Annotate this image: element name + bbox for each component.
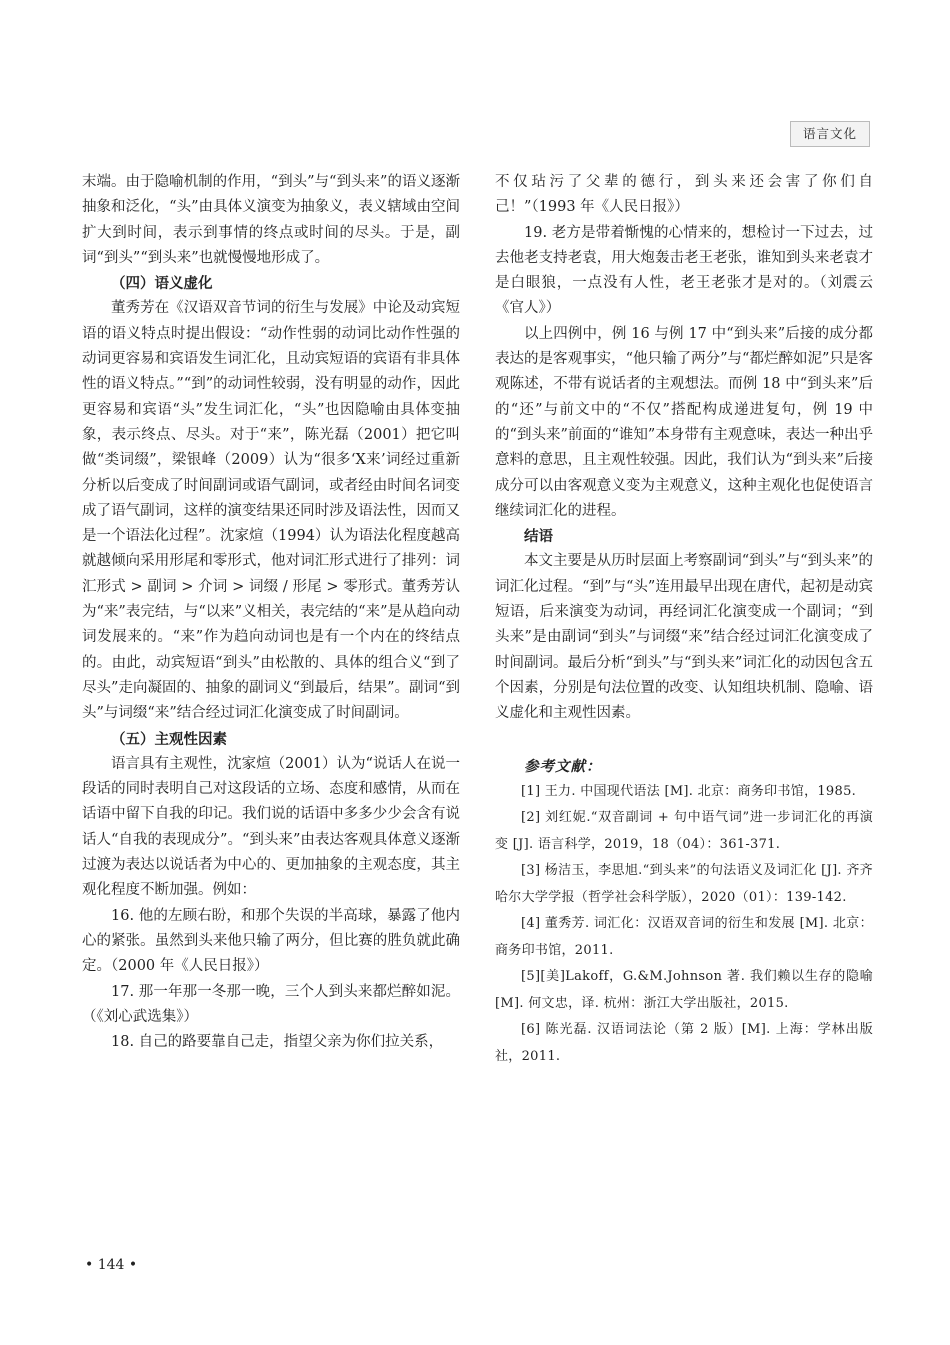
section-tag: 语言文化	[790, 121, 870, 147]
page-number: • 144 •	[85, 1257, 138, 1273]
conclusion-heading: 结语	[524, 528, 553, 546]
example-18-continued: 不仅玷污了父辈的德行，到头来还会害了你们自己！”（1993 年《人民日报》）	[495, 174, 873, 216]
reference-item: [4] 董秀芳. 词汇化：汉语双音词的衍生和发展 [M]. 北京：商务印书馆，2011.	[495, 916, 873, 958]
example-17: 17. 那一年那一冬那一晚，三个人到头来都烂醉如泥。（《刘心武选集》）	[82, 983, 460, 1025]
example-18: 18. 自己的路要靠自己走，指望父亲为你们拉关系，	[111, 1034, 444, 1051]
conclusion-paragraph: 本文主要是从历时层面上考察副词“到头”与“到头来”的词汇化过程。“到”与“头”连用最早出现在唐代，起初是动宾短语，后来演变为动词，再经词汇化演变成一个副词；“到头来”是由副词“到头”与词缀“来”结合经过词汇化演变成了时间副词。最后分析“到头”与“到头来”词汇化的动因包含五个因素，分别是句法位置的改变、认知组块机制、隐喻、语义虚化和主观性因素。	[495, 553, 873, 722]
reference-item: [3] 杨洁玉，李思旭.“到头来”的句法语义及词汇化 [J]. 齐齐哈尔大学学报（哲学社会科学版），2020（01）：139-142.	[495, 863, 873, 905]
left-column	[82, 170, 460, 1055]
section-heading: （五）主观性因素	[111, 730, 227, 748]
references-title: 参考文献：	[524, 757, 602, 775]
section-heading: （四）语义虚化	[111, 275, 213, 293]
example-16: 16. 他的左顾右盼，和那个失误的半高球，暴露了他内心的紧张。虽然到头来他只输了两分，但比赛的胜负就此确定。（2000 年《人民日报》）	[82, 907, 460, 975]
reference-item: [2] 刘红妮.“双音副词 + 句中语气词”进一步词汇化的再演变 [J]. 语言科学，2019，18（04）：361-371.	[495, 810, 873, 852]
reference-item: [6] 陈光磊. 汉语词法论（第 2 版）[M]. 上海：学林出版社，2011.	[495, 1022, 873, 1064]
reference-item: [5][美]Lakoff，G.&M.Johnson 著. 我们赖以生存的隐喻 [M]. 何文忠，译. 杭州：浙江大学出版社，2015.	[495, 969, 873, 1011]
paragraph: 末端。由于隐喻机制的作用，“到头”与“到头来”的语义逐渐抽象和泛化，“头”由具体义演变为抽象义，表义辖域由空间扩大到时间，表示到事情的终点或时间的尽头。于是，副词“到头”“到头来”也就慢慢地形成了。	[82, 174, 460, 266]
example-19: 19. 老方是带着惭愧的心情来的，想检讨一下过去，过去他老支持老袁，用大炮轰击老王老张，谁知到头来老袁才是白眼狼，一点没有人性，老王老张才是对的。（刘震云《官人》）	[495, 224, 873, 317]
paragraph: 语言具有主观性，沈家煊（2001）认为“说话人在说一段话的同时表明自己对这段话的立场、态度和感情，从而在话语中留下自我的印记。我们说的话语中多多少少会含有说话人“自我的表现成分”。“到头来”由表达客观具体意义逐渐过渡为表达以说话者为中心的、更加抽象的主观态度，其主观化程度不断加强。例如：	[82, 755, 460, 899]
paragraph: 以上四例中，例 16 与例 17 中“到头来”后接的成分都表达的是客观事实，“他只输了两分”与“都烂醉如泥”只是客观陈述，不带有说话者的主观想法。而例 18 中“到头来”后的“还”与前文中的“不仅”搭配构成递进复句，例 19 中的“到头来”前面的“谁知”本身带有主观意味，表达一种出乎意料的意思，且主观性较强。因此，我们认为“到头来”后接成分可以由客观意义变为主观意义，这种主观化也促使语言继续词汇化的进程。	[495, 325, 873, 519]
paragraph: 董秀芳在《汉语双音节词的衍生与发展》中论及动宾短语的语义特点时提出假设：“动作性弱的动词比动作性强的动词更容易和宾语发生词汇化，且动宾短语的宾语有非具体性的语义特点。”“到”的动词性较弱，没有明显的动作，因此更容易和宾语“头”发生词汇化，“头”也因隐喻由具体变抽象，表示终点、尽头。对于“来”，陈光磊（2001）把它叫做“类词缀”，梁银峰（2009）认为“很多‘X来’词经过重新分析以后变成了时间副词或语气副词，或者经由时间名词变成了语气副词，这样的演变结果还同时涉及语法性，因而又是一个语法化过程”。沈家煊（1994）认为语法化程度越高就越倾向采用形尾和零形式，他对词汇形式进行了排列：词汇形式 > 副词 > 介词 > 词缀 / 形尾 > 零形式。董秀芳认为“来”表完结，与“以来”义相关，表完结的“来”是从趋向动词发展来的。“来”作为趋向动词也是有一个内在的终结点的。由此，动宾短语“到头”由松散的、具体的组合义“到了尽头”走向凝固的、抽象的副词义“到最后，结果”。副词“到头”与词缀“来”结合经过词汇化演变成了时间副词。	[82, 300, 460, 722]
right-column	[495, 170, 873, 1070]
reference-item: [1] 王力. 中国现代语法 [M]. 北京：商务印书馆，1985.	[521, 783, 857, 799]
